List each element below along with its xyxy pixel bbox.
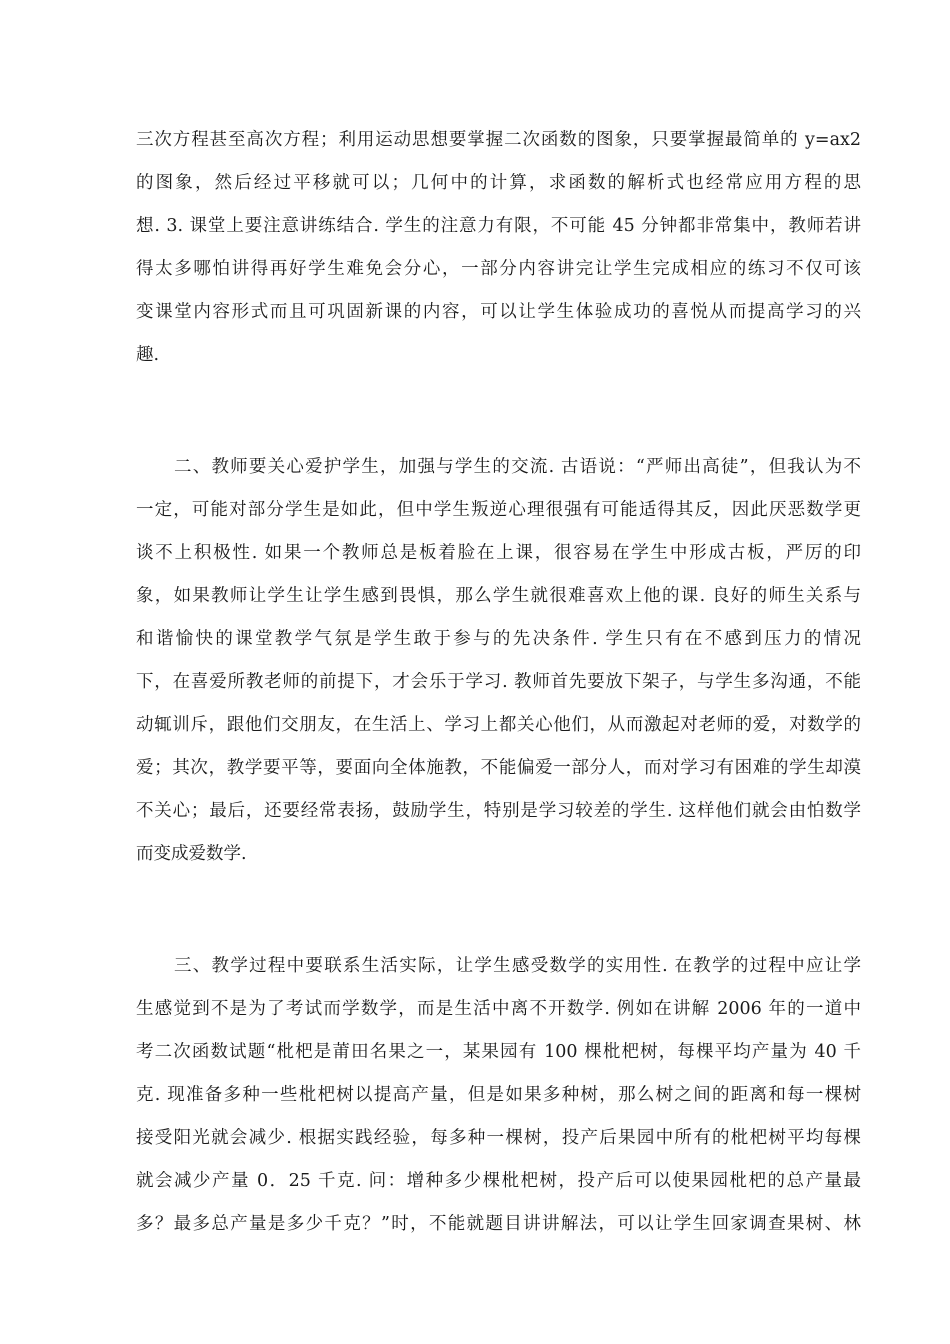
text-line: 得太多哪怕讲得再好学生难免会分心，一部分内容讲完让学生完成相应的练习不仅可该 bbox=[136, 259, 861, 279]
text-line: 谈不上积极性. 如果一个教师总是板着脸在上课，很容易在学生中形成古板，严厉的印 bbox=[136, 543, 861, 563]
text-line: 而变成爱数学. bbox=[136, 844, 247, 864]
text-line: 象，如果教师让学生让学生感到畏惧，那么学生就很难喜欢上他的课. 良好的师生关系与 bbox=[136, 586, 861, 606]
text-line: 的图象，然后经过平移就可以；几何中的计算，求函数的解析式也经常应用方程的思 bbox=[136, 173, 861, 193]
text-line: 变课堂内容形式而且可巩固新课的内容，可以让学生体验成功的喜悦从而提高学习的兴 bbox=[136, 302, 861, 322]
text-line: 克. 现准备多种一些枇杷树以提高产量，但是如果多种树，那么树之间的距离和每一棵树 bbox=[136, 1085, 861, 1105]
text-line: 下，在喜爱所教老师的前提下，才会乐于学习. 教师首先要放下架子，与学生多沟通，不能 bbox=[136, 672, 861, 692]
text-line: 就会减少产量 0．25 千克. 问：增种多少棵枇杷树，投产后可以使果园枇杷的总产量最 bbox=[136, 1171, 861, 1191]
text-line: 动辄训斥，跟他们交朋友，在生活上、学习上都关心他们，从而激起对老师的爱，对数学的 bbox=[136, 715, 861, 735]
text-line: 二、教师要关心爱护学生，加强与学生的交流. 古语说：“严师出高徒”，但我认为不 bbox=[174, 457, 861, 477]
text-line: 一定，可能对部分学生是如此，但中学生叛逆心理很强有可能适得其反，因此厌恶数学更 bbox=[136, 500, 861, 520]
text-line: 三次方程甚至高次方程；利用运动思想要掌握二次函数的图象，只要掌握最简单的 y=ax2 bbox=[136, 130, 861, 150]
text-line: 考二次函数试题“枇杷是莆田名果之一，某果园有 100 棵枇杷树，每棵平均产量为 40 千 bbox=[136, 1042, 861, 1062]
text-line: 和谐愉快的课堂教学气氛是学生敢于参与的先决条件. 学生只有在不感到压力的情况 bbox=[136, 629, 861, 649]
text-line: 生感觉到不是为了考试而学数学，而是生活中离不开数学. 例如在讲解 2006 年的一道中 bbox=[136, 999, 861, 1019]
text-line: 多？最多总产量是多少千克？”时，不能就题目讲讲解法，可以让学生回家调查果树、林 bbox=[136, 1214, 861, 1234]
text-line: 不关心；最后，还要经常表扬，鼓励学生，特别是学习较差的学生. 这样他们就会由怕数学 bbox=[136, 801, 861, 821]
text-line: 三、教学过程中要联系生活实际，让学生感受数学的实用性. 在教学的过程中应让学 bbox=[174, 956, 861, 976]
text-line: 爱；其次，教学要平等，要面向全体施教，不能偏爱一部分人，而对学习有困难的学生却漠 bbox=[136, 758, 861, 778]
text-line: 接受阳光就会减少. 根据实践经验，每多种一棵树，投产后果园中所有的枇杷树平均每棵 bbox=[136, 1128, 861, 1148]
text-line: 趣. bbox=[136, 345, 160, 365]
text-line: 想. 3. 课堂上要注意讲练结合. 学生的注意力有限，不可能 45 分钟都非常集中，教师若讲 bbox=[136, 216, 861, 236]
